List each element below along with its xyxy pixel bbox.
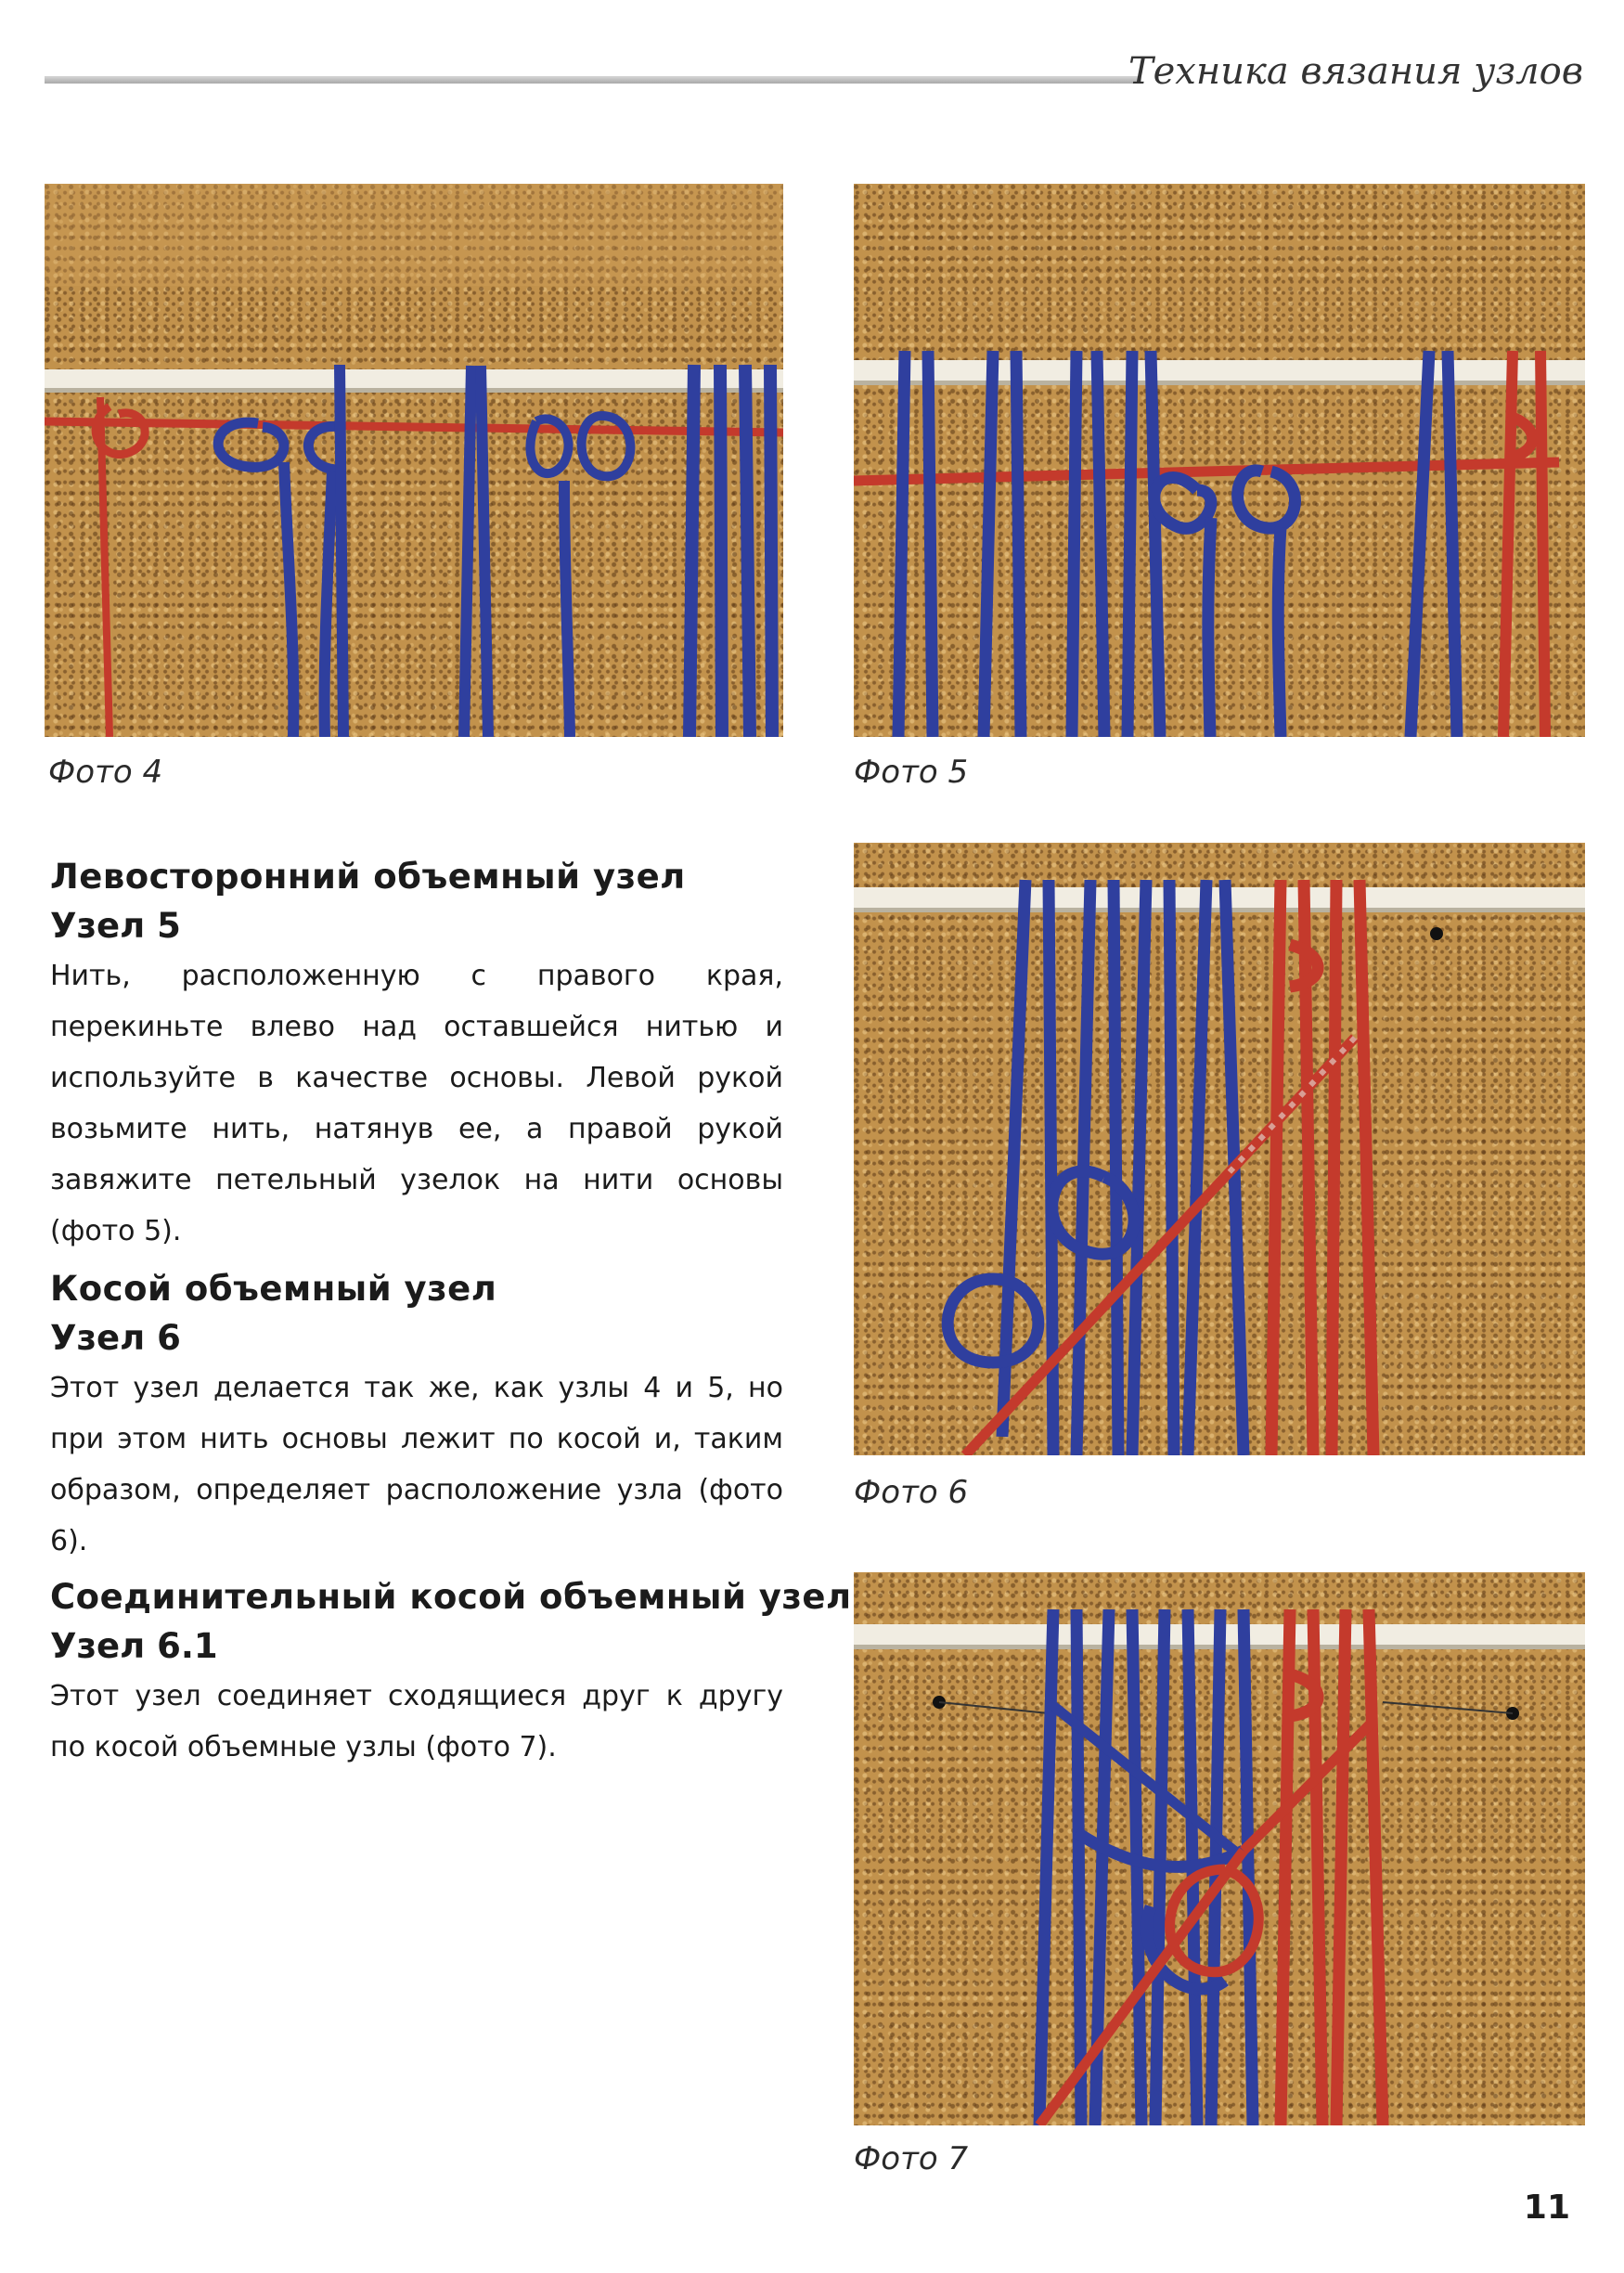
header-rule [45,76,1141,84]
section-title: Соединительный косой объемный узел [50,1577,852,1617]
photo-7-caption: Фото 7 [854,2140,969,2177]
section-title: Косой объемный узел [50,1269,497,1309]
section-joining-knot-6-1 [50,1572,852,1773]
running-header-title: Техника вязания узлов [1128,50,1583,93]
section-subtitle: Узел 6 [50,1318,181,1358]
photo-4-caption: Фото 4 [48,754,163,791]
section-left-knot-5 [50,852,783,1257]
page-number: 11 [1523,2189,1570,2227]
section-diagonal-knot-6 [50,1264,783,1567]
section-body: Этот узел соединяет сходящиеся друг к другу по косой объемные узлы (фото 7). [50,1680,783,1763]
photo-6-illustration [854,843,1585,1455]
photo-6-caption: Фото 6 [854,1474,969,1511]
section-body: Этот узел делается так же, как узлы 4 и 5, но при этом нить основы лежит по косой и, таким образом, определяет расположение узла (фото 6). [50,1372,783,1557]
section-subtitle: Узел 5 [50,906,181,946]
photo-7 [854,1572,1585,2125]
section-subtitle: Узел 6.1 [50,1626,218,1666]
photo-5-illustration [854,184,1585,737]
photo-4-illustration [45,184,783,737]
photo-5-caption: Фото 5 [854,754,969,791]
section-title: Левосторонний объемный узел [50,857,686,897]
photo-5 [854,184,1585,737]
photo-4 [45,184,783,737]
photo-6 [854,843,1585,1455]
section-body: Нить, расположенную с правого края, перекиньте влево над оставшейся нитью и используйте в качестве основы. Левой рукой возьмите нить, натянув ее, а правой рукой завяжите петельный узелок на нити основы (фото 5). [50,960,783,1247]
photo-7-illustration [854,1572,1585,2125]
